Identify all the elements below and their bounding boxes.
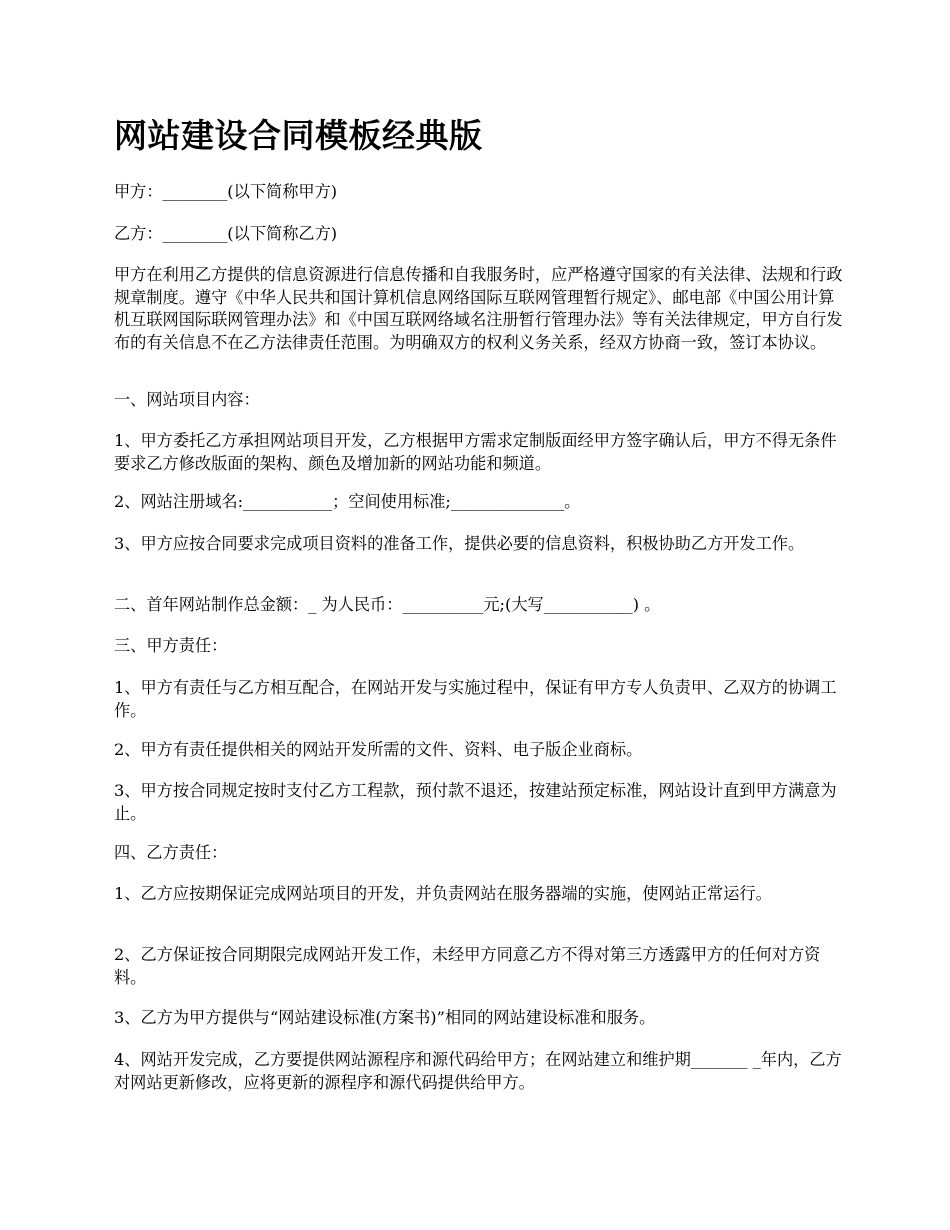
- section-3-clause-2: 2、甲方有责任提供相关的网站开发所需的文件、资料、电子版企业商标。: [114, 740, 643, 759]
- section-3-heading: 三、甲方责任：: [114, 636, 228, 655]
- document-title: 网站建设合同模板经典版: [114, 116, 483, 155]
- section-4-clause-1: 1、乙方应按期保证完成网站项目的开发，并负责网站在服务器端的实施，使网站正常运行。: [114, 884, 772, 903]
- section-1-clause-3: 3、甲方应按合同要求完成项目资料的准备工作，提供必要的信息资料，积极协助乙方开发工作。: [114, 534, 805, 553]
- section-1-heading: 一、网站项目内容：: [114, 390, 260, 409]
- party-a-line: 甲方：________(以下简称甲方): [114, 182, 338, 201]
- section-1-clause-2: 2、网站注册域名:___________；空间使用标准;______________。: [114, 492, 581, 511]
- section-4-clause-4: 4、网站开发完成，乙方要提供网站源程序和源代码给甲方；在网站建立和维护期_______ _年内，乙方对网站更新修改，应将更新的源程序和源代码提供给甲方。: [114, 1050, 842, 1092]
- party-b-line: 乙方：________(以下简称乙方): [114, 224, 338, 243]
- section-1-clause-1: 1、甲方委托乙方承担网站项目开发，乙方根据甲方需求定制版面经甲方签字确认后，甲方不得无条件要求乙方修改版面的架构、颜色及增加新的网站功能和频道。: [114, 431, 837, 473]
- preamble-paragraph: 甲方在利用乙方提供的信息资源进行信息传播和自我服务时，应严格遵守国家的有关法律、法规和行政规章制度。遵守《中华人民共和国计算机信息网络国际互联网管理暂行规定》、邮电部《中国公用计算机互联网国际联网管理办法》和《中国互联网络域名注册暂行管理办法》等有关法律规定，甲方自行发布的有关信息不在乙方法律责任范围。为明确双方的权利义务关系，经双方协商一致，签订本协议。: [114, 265, 843, 352]
- section-4-clause-2: 2、乙方保证按合同期限完成网站开发工作，未经甲方同意乙方不得对第三方透露甲方的任何对方资料。: [114, 945, 821, 987]
- section-4-clause-3: 3、乙方为甲方提供与“网站建设标准(方案书)”相同的网站建设标准和服务。: [114, 1008, 656, 1027]
- section-3-clause-1: 1、甲方有责任与乙方相互配合，在网站开发与实施过程中，保证有甲方专人负责甲、乙双方的协调工作。: [114, 678, 837, 720]
- section-4-heading: 四、乙方责任：: [114, 843, 228, 862]
- section-3-clause-3: 3、甲方按合同规定按时支付乙方工程款，预付款不退还，按建站预定标准，网站设计直到甲方满意为止。: [114, 781, 837, 823]
- section-2-heading: 二、首年网站制作总金额：_ 为人民币：__________元;(大写___________) 。: [114, 595, 661, 614]
